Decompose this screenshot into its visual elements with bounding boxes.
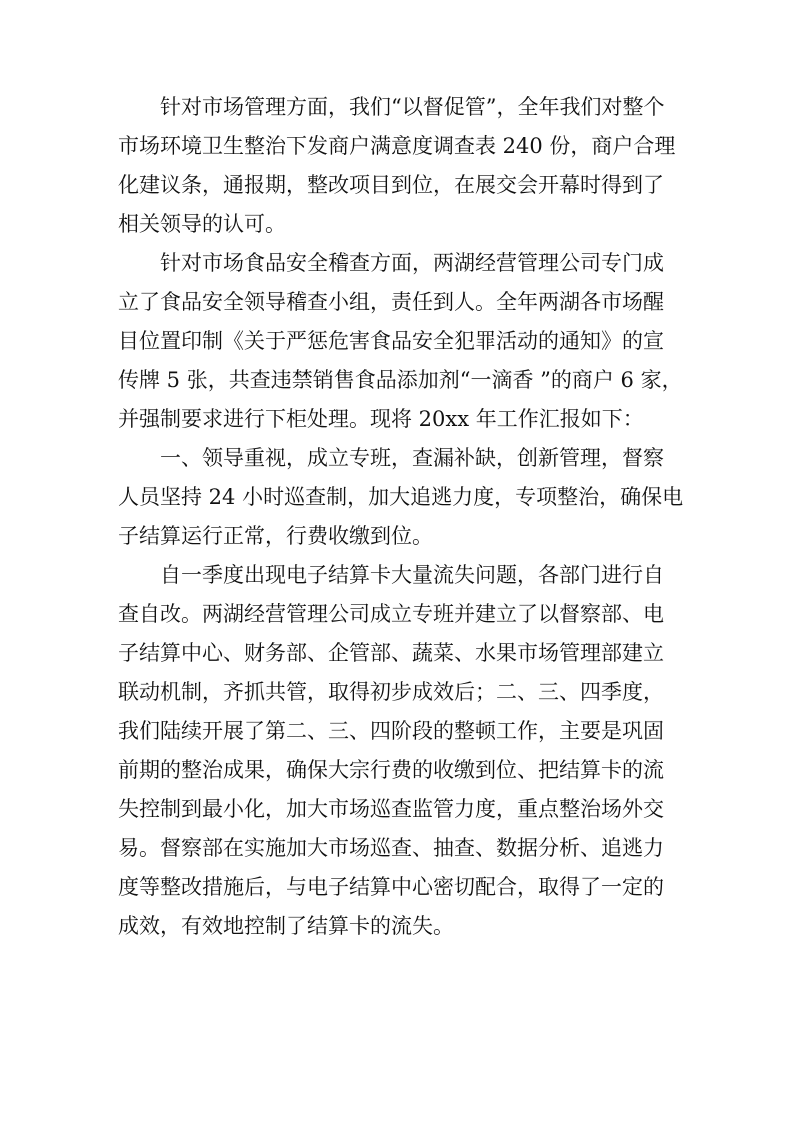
- text-line: 市场环境卫生整治下发商户满意度调查表 240 份，商户合理: [118, 134, 676, 158]
- text-line: 成效，有效地控制了结算卡的流失。: [118, 914, 454, 938]
- text-line: 并强制要求进行下柜处理。现将 20xx 年工作汇报如下：: [118, 407, 644, 431]
- text-line: 我们陆续开展了第二、三、四阶段的整顿工作，主要是巩固: [118, 719, 664, 743]
- text-line: 立了食品安全领导稽查小组，责任到人。全年两湖各市场醒: [118, 290, 664, 314]
- text-line: 传牌 5 张，共查违禁销售食品添加剂“一滴香 ”的商户 6 家，: [118, 368, 683, 392]
- paragraph: [118, 556, 680, 946]
- text-line: 针对市场食品安全稽查方面，两湖经营管理公司专门成: [160, 251, 664, 275]
- text-line: 联动机制，齐抓共管，取得初步成效后；二、三、四季度，: [118, 680, 664, 704]
- text-line: 一、领导重视，成立专班，查漏补缺，创新管理，督察: [160, 446, 664, 470]
- text-line: 子结算运行正常，行费收缴到位。: [118, 524, 433, 548]
- text-line: 子结算中心、财务部、企管部、蔬菜、水果市场管理部建立: [118, 641, 664, 665]
- text-line: 查自改。两湖经营管理公司成立专班并建立了以督察部、电: [118, 602, 664, 626]
- text-line: 度等整改措施后，与电子结算中心密切配合，取得了一定的: [118, 875, 664, 899]
- text-line: 自一季度出现电子结算卡大量流失问题，各部门进行自: [160, 563, 664, 587]
- paragraph: [118, 88, 680, 244]
- paragraph: [118, 439, 684, 556]
- document-body: [118, 88, 684, 946]
- paragraph: [118, 244, 683, 439]
- text-line: 针对市场管理方面，我们“以督促管”，全年我们对整个: [160, 95, 665, 119]
- text-line: 化建议条，通报期，整改项目到位，在展交会开幕时得到了: [118, 173, 664, 197]
- text-line: 相关领导的认可。: [118, 212, 286, 236]
- text-line: 人员坚持 24 小时巡查制，加大追逃力度，专项整治，确保电: [118, 485, 684, 509]
- text-line: 失控制到最小化，加大市场巡查监管力度，重点整治场外交: [118, 797, 664, 821]
- text-line: 易。督察部在实施加大市场巡查、抽查、数据分析、追逃力: [118, 836, 664, 860]
- text-line: 前期的整治成果，确保大宗行费的收缴到位、把结算卡的流: [118, 758, 664, 782]
- text-line: 目位置印制《关于严惩危害食品安全犯罪活动的通知》的宣: [118, 329, 664, 353]
